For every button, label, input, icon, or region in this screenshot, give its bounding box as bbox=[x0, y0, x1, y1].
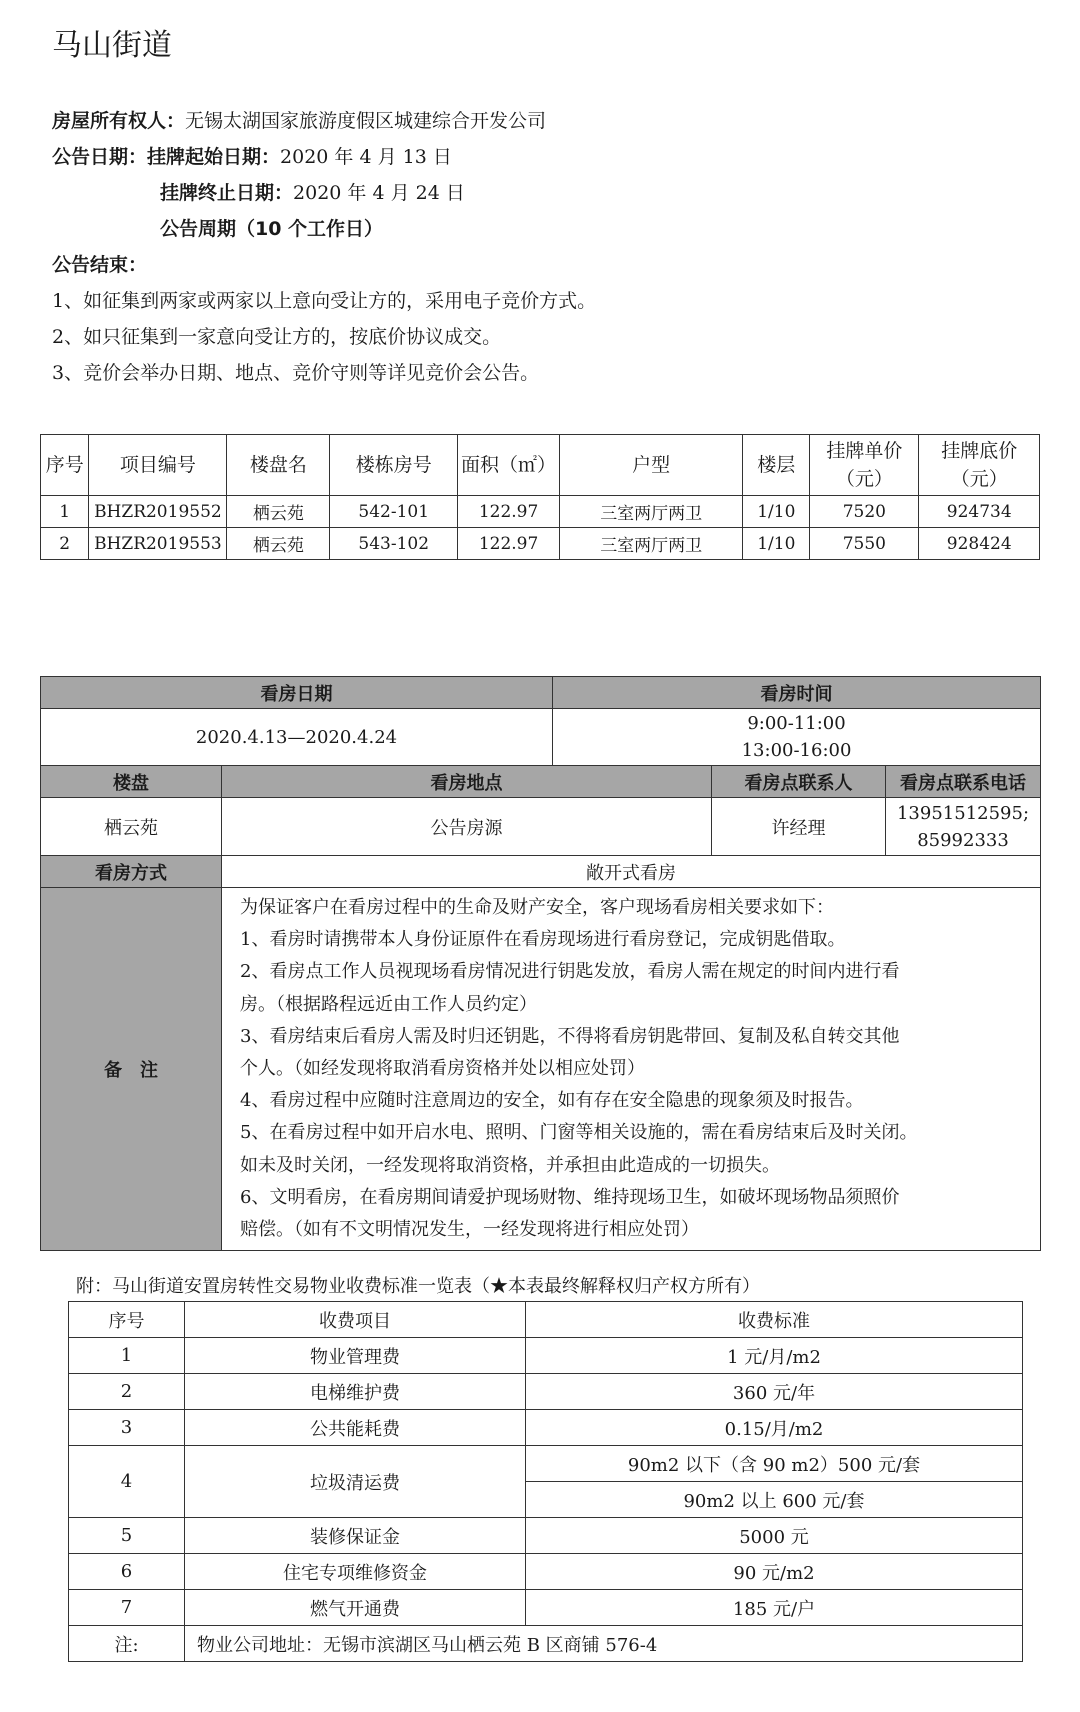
cell: 三室两厅两卫 bbox=[560, 528, 743, 560]
cell: BHZR2019552 bbox=[89, 496, 227, 528]
start-value: 2020 年 4 月 13 日 bbox=[280, 146, 452, 168]
fee-item: 燃气开通费 bbox=[185, 1590, 526, 1626]
fee-note-value: 物业公司地址：无锡市滨湖区马山栖云苑 B 区商铺 576-4 bbox=[185, 1626, 1023, 1662]
cell: 928424 bbox=[919, 528, 1040, 560]
cell: 542-101 bbox=[330, 496, 458, 528]
table-row bbox=[41, 528, 1040, 560]
header-cell: 收费项目 bbox=[185, 1302, 526, 1338]
cell: 2 bbox=[41, 528, 89, 560]
notes-line: 4、看房过程中应随时注意周边的安全，如有存在安全隐患的现象须及时报告。 bbox=[240, 1090, 864, 1112]
start-label: 挂牌起始日期： bbox=[147, 146, 281, 168]
fee-standard: 360 元/年 bbox=[526, 1374, 1023, 1410]
view-date-value: 2020.4.13—2020.4.24 bbox=[41, 709, 553, 766]
estate-value: 栖云苑 bbox=[41, 798, 222, 856]
location-header: 看房地点 bbox=[222, 766, 712, 798]
cell: BHZR2019553 bbox=[89, 528, 227, 560]
date-line bbox=[52, 142, 452, 169]
fee-no: 1 bbox=[69, 1338, 185, 1374]
page-title: 马山街道 bbox=[52, 28, 172, 63]
table-row bbox=[69, 1410, 1023, 1446]
view-time-afternoon: 13:00-16:00 bbox=[741, 740, 852, 761]
table-row bbox=[69, 1518, 1023, 1554]
cell: 122.97 bbox=[458, 496, 560, 528]
notes-line: 为保证客户在看房过程中的生命及财产安全，客户现场看房相关要求如下： bbox=[240, 897, 834, 918]
header-cell: 面积（㎡） bbox=[458, 435, 560, 496]
notes-header: 备 注 bbox=[41, 888, 222, 1251]
fee-header-row bbox=[69, 1302, 1023, 1338]
fee-no: 4 bbox=[69, 1446, 185, 1518]
cell: 1/10 bbox=[743, 496, 810, 528]
fee-standard: 1 元/月/m2 bbox=[526, 1338, 1023, 1374]
end-value: 2020 年 4 月 24 日 bbox=[293, 182, 465, 204]
header-cell: 序号 bbox=[69, 1302, 185, 1338]
notes-line: 6、文明看房，在看房期间请爱护现场财物、维持现场卫生，如破坏现场物品须照价 bbox=[240, 1186, 900, 1208]
cell: 7550 bbox=[810, 528, 919, 560]
fee-note-row bbox=[69, 1626, 1023, 1662]
listing-table bbox=[40, 434, 1040, 560]
result-item-3: 3、竞价会举办日期、地点、竞价守则等详见竞价会公告。 bbox=[52, 362, 540, 384]
header-cell: 序号 bbox=[41, 435, 89, 496]
notes-line: 个人。（如经发现将取消看房资格并处以相应处罚） bbox=[240, 1058, 645, 1080]
fee-standard: 90m2 以上 600 元/套 bbox=[526, 1482, 1023, 1518]
phone-value bbox=[886, 798, 1041, 856]
header-cell: 楼栋房号 bbox=[330, 435, 458, 496]
fee-item: 住宅专项维修资金 bbox=[185, 1554, 526, 1590]
phone-number-1: 13951512595; bbox=[896, 802, 1030, 824]
cell: 122.97 bbox=[458, 528, 560, 560]
fee-standard: 90m2 以下（含 90 m2）500 元/套 bbox=[526, 1446, 1023, 1482]
header-cell: 项目编号 bbox=[89, 435, 227, 496]
viewing-table bbox=[40, 676, 1041, 1251]
notes-line: 5、在看房过程中如开启水电、照明、门窗等相关设施的，需在看房结束后及时关闭。 bbox=[240, 1122, 918, 1144]
result-item-2: 2、如只征集到一家意向受让方的，按底价协议成交。 bbox=[52, 326, 502, 348]
fee-standard: 5000 元 bbox=[526, 1518, 1023, 1554]
fee-standard: 185 元/户 bbox=[526, 1590, 1023, 1626]
notes-line: 如未及时关闭，一经发现将取消资格，并承担由此造成的一切损失。 bbox=[240, 1154, 780, 1176]
table-row bbox=[69, 1554, 1023, 1590]
notes-line: 赔偿。（如有不文明情况发生，一经发现将进行相应处罚） bbox=[240, 1219, 699, 1241]
cell: 栖云苑 bbox=[227, 496, 330, 528]
fee-standard: 90 元/m2 bbox=[526, 1554, 1023, 1590]
cell: 三室两厅两卫 bbox=[560, 496, 743, 528]
mode-header: 看房方式 bbox=[41, 856, 222, 888]
contact-header: 看房点联系人 bbox=[712, 766, 886, 798]
table-row bbox=[69, 1590, 1023, 1626]
view-time-value bbox=[553, 709, 1041, 766]
notes-line: 3、看房结束后看房人需及时归还钥匙，不得将看房钥匙带回、复制及私自转交其他 bbox=[240, 1025, 900, 1047]
phone-header: 看房点联系电话 bbox=[886, 766, 1041, 798]
table-row bbox=[41, 496, 1040, 528]
notes-line: 房。（根据路程远近由工作人员约定） bbox=[240, 993, 537, 1015]
header-cell: 收费标准 bbox=[526, 1302, 1023, 1338]
cell: 924734 bbox=[919, 496, 1040, 528]
fee-no: 2 bbox=[69, 1374, 185, 1410]
fee-item: 装修保证金 bbox=[185, 1518, 526, 1554]
date-label: 公告日期： bbox=[52, 146, 148, 168]
cell: 543-102 bbox=[330, 528, 458, 560]
contact-value: 许经理 bbox=[712, 798, 886, 856]
period-line: 公告周期（10 个工作日） bbox=[160, 218, 384, 240]
cell: 1 bbox=[41, 496, 89, 528]
fee-note-label: 注: bbox=[69, 1626, 185, 1662]
fee-table bbox=[68, 1301, 1023, 1662]
cell: 栖云苑 bbox=[227, 528, 330, 560]
view-time-header: 看房时间 bbox=[553, 677, 1041, 709]
owner-label: 房屋所有权人： bbox=[52, 110, 186, 132]
fee-table-caption: 附：马山街道安置房转性交易物业收费标准一览表（★本表最终解释权归产权方所有） bbox=[76, 1276, 760, 1297]
view-date-header: 看房日期 bbox=[41, 677, 553, 709]
fee-item: 公共能耗费 bbox=[185, 1410, 526, 1446]
result-label: 公告结束： bbox=[52, 254, 148, 276]
mode-value: 敞开式看房 bbox=[222, 856, 1041, 888]
fee-no: 3 bbox=[69, 1410, 185, 1446]
owner-value: 无锡太湖国家旅游度假区城建综合开发公司 bbox=[185, 110, 547, 132]
notes-line: 2、看房点工作人员视现场看房情况进行钥匙发放，看房人需在规定的时间内进行看 bbox=[240, 961, 900, 983]
cell: 1/10 bbox=[743, 528, 810, 560]
table-row bbox=[69, 1338, 1023, 1374]
fee-no: 7 bbox=[69, 1590, 185, 1626]
notes-cell bbox=[222, 888, 1041, 1251]
cell: 7520 bbox=[810, 496, 919, 528]
estate-header: 楼盘 bbox=[41, 766, 222, 798]
listing-header-row bbox=[41, 435, 1040, 496]
header-cell: 户型 bbox=[560, 435, 743, 496]
header-cell: 楼层 bbox=[743, 435, 810, 496]
notes-line: 1、看房时请携带本人身份证原件在看房现场进行看房登记，完成钥匙借取。 bbox=[240, 929, 846, 951]
table-row bbox=[69, 1446, 1023, 1482]
end-label: 挂牌终止日期： bbox=[160, 182, 294, 204]
result-item-1: 1、如征集到两家或两家以上意向受让方的，采用电子竞价方式。 bbox=[52, 290, 597, 312]
fee-standard: 0.15/月/m2 bbox=[526, 1410, 1023, 1446]
fee-item: 垃圾清运费 bbox=[185, 1446, 526, 1518]
fee-no: 5 bbox=[69, 1518, 185, 1554]
table-row bbox=[69, 1374, 1023, 1410]
end-line bbox=[160, 178, 465, 205]
header-cell: 楼盘名 bbox=[227, 435, 330, 496]
header-cell: 挂牌单价（元） bbox=[810, 435, 919, 496]
location-value: 公告房源 bbox=[222, 798, 712, 856]
view-time-morning: 9:00-11:00 bbox=[747, 713, 846, 734]
fee-item: 物业管理费 bbox=[185, 1338, 526, 1374]
header-cell: 挂牌底价（元） bbox=[919, 435, 1040, 496]
phone-number-2: 85992333 bbox=[917, 829, 1009, 851]
fee-item: 电梯维护费 bbox=[185, 1374, 526, 1410]
owner-line bbox=[52, 106, 546, 133]
fee-no: 6 bbox=[69, 1554, 185, 1590]
